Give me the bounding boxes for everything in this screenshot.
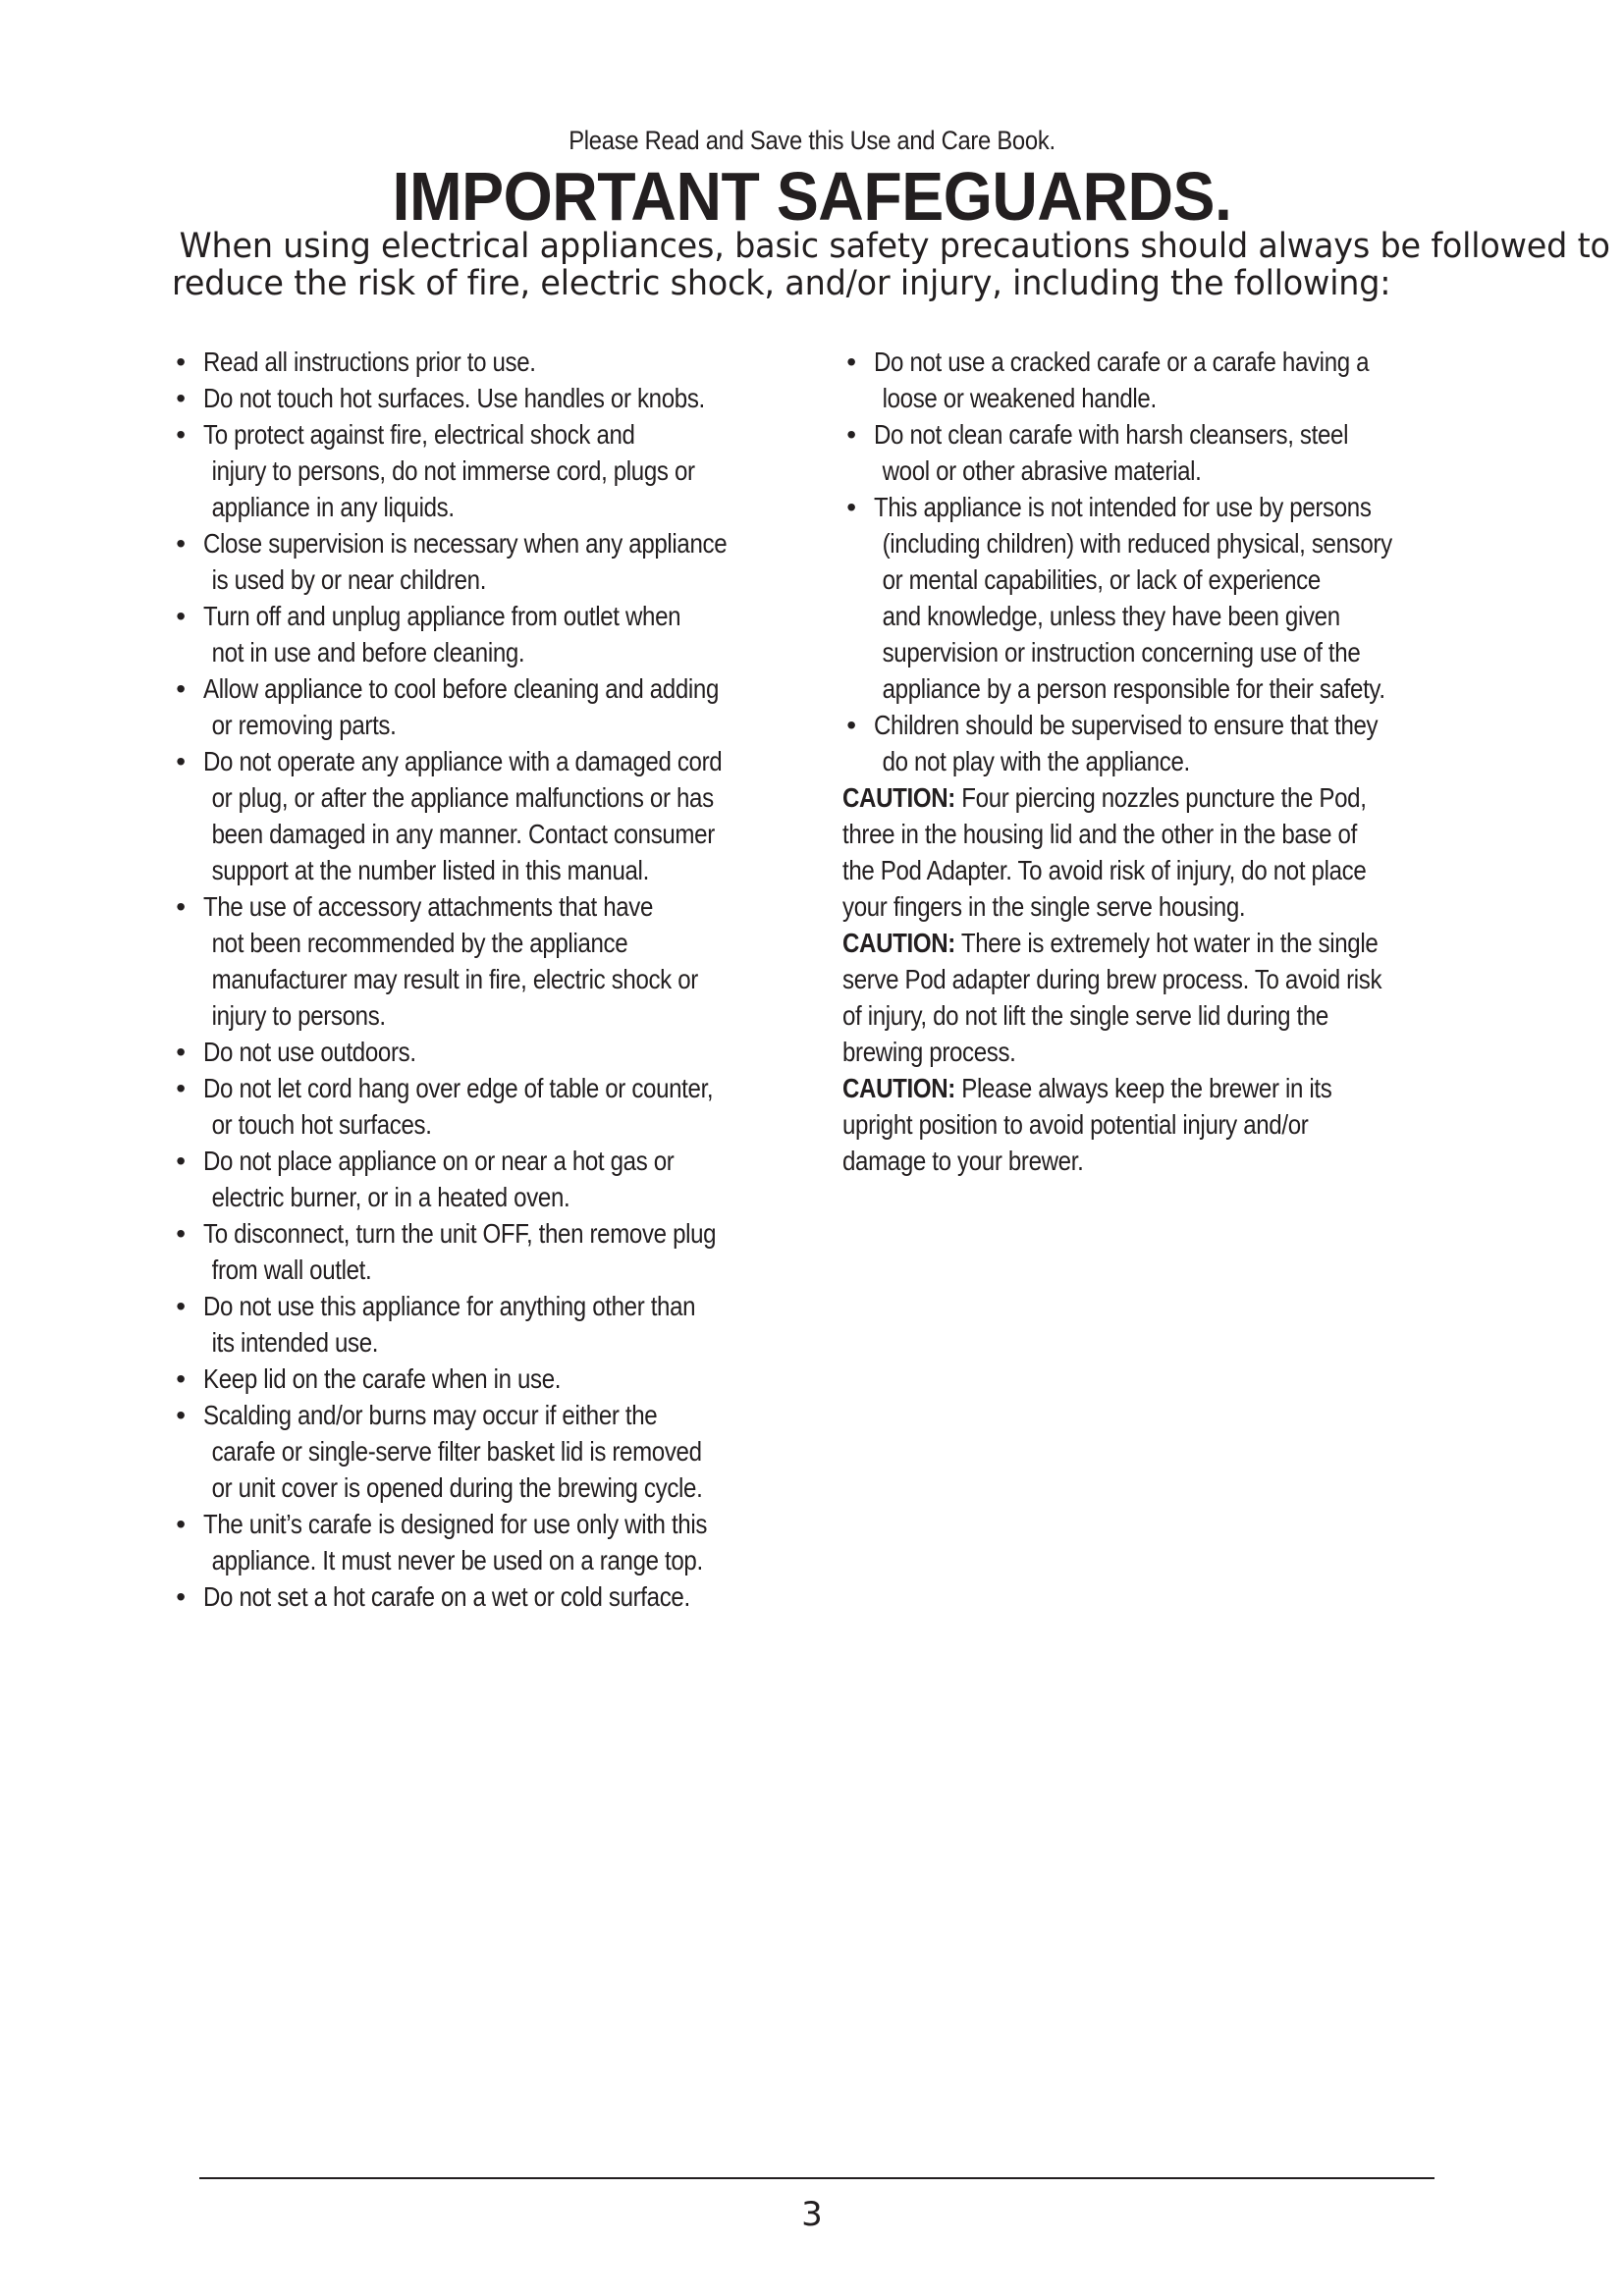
caution-text: Please always keep the brewer in its bbox=[954, 1073, 1332, 1103]
safeguard-item bbox=[842, 489, 1481, 707]
safeguard-text-line: Children should be supervised to ensure that they bbox=[874, 710, 1379, 740]
caution-text: Four piercing nozzles puncture the Pod, bbox=[954, 782, 1367, 813]
bullet-dot: • bbox=[176, 1291, 186, 1321]
bullet-dot: • bbox=[176, 1218, 186, 1249]
safeguard-item bbox=[172, 1143, 800, 1215]
safeguard-text-line: Do not use a cracked carafe or a carafe having a bbox=[874, 347, 1370, 377]
safeguard-text-line: Close supervision is necessary when any appliance bbox=[203, 528, 728, 559]
caution-label: CAUTION: bbox=[842, 1073, 955, 1103]
safeguard-text-line: To protect against fire, electrical shock and bbox=[203, 419, 635, 450]
safeguard-text-line: Turn off and unplug appliance from outlet when bbox=[203, 601, 681, 631]
caution-text-line: damage to your brewer. bbox=[842, 1146, 1084, 1176]
bullet-dot: • bbox=[176, 347, 186, 377]
safeguard-item bbox=[172, 1034, 800, 1070]
bullet-dot: • bbox=[176, 383, 186, 413]
left-safeguard-list bbox=[172, 344, 800, 1615]
caution-label: CAUTION: bbox=[842, 928, 955, 958]
safeguard-item bbox=[842, 344, 1481, 416]
safeguard-item bbox=[172, 888, 800, 1034]
safeguard-item bbox=[172, 670, 800, 743]
caution-block bbox=[842, 779, 1481, 1179]
safeguard-text-line: Do not operate any appliance with a damaged cord bbox=[203, 746, 723, 776]
safeguard-text-line: supervision or instruction concerning use of the bbox=[882, 637, 1361, 667]
safeguard-item bbox=[172, 1361, 800, 1397]
bullet-dot: • bbox=[176, 601, 186, 631]
bullet-dot: • bbox=[176, 1400, 186, 1430]
safeguard-text-line: Do not set a hot carafe on a wet or cold surface. bbox=[203, 1581, 690, 1612]
safeguard-text-line: To disconnect, turn the unit OFF, then remove plug bbox=[203, 1218, 717, 1249]
safeguard-item bbox=[172, 1397, 800, 1506]
caution-paragraph bbox=[842, 925, 1481, 1070]
safeguard-text-line: Do not use outdoors. bbox=[203, 1037, 416, 1067]
safeguard-item bbox=[172, 1215, 800, 1288]
caution-text-line: serve Pod adapter during brew process. To avoid risk bbox=[842, 964, 1382, 994]
bullet-dot: • bbox=[176, 1509, 186, 1539]
safeguard-text-line: or touch hot surfaces. bbox=[211, 1109, 432, 1140]
safeguard-text-line: Do not let cord hang over edge of table or counter, bbox=[203, 1073, 714, 1103]
safeguard-text-line: Read all instructions prior to use. bbox=[203, 347, 536, 377]
safeguard-text-line: not been recommended by the appliance bbox=[211, 928, 628, 958]
safeguard-text-line: electric burner, or in a heated oven. bbox=[211, 1182, 570, 1212]
caution-text-line: of injury, do not lift the single serve lid during the bbox=[842, 1000, 1328, 1031]
caution-text-line: brewing process. bbox=[842, 1037, 1016, 1067]
safeguard-text-line: support at the number listed in this manual. bbox=[211, 855, 649, 885]
safeguard-text-line: loose or weakened handle. bbox=[882, 383, 1157, 413]
caution-paragraph bbox=[842, 1070, 1481, 1179]
bullet-dot: • bbox=[176, 1073, 186, 1103]
safeguard-text-line: appliance in any liquids. bbox=[211, 492, 455, 522]
caution-paragraph bbox=[842, 779, 1481, 925]
bullet-dot: • bbox=[846, 419, 856, 450]
safeguard-text-line: carafe or single-serve filter basket lid is removed bbox=[211, 1436, 702, 1467]
safeguard-item bbox=[172, 1578, 800, 1615]
bullet-dot: • bbox=[176, 1146, 186, 1176]
safeguard-text-line: Scalding and/or burns may occur if either the bbox=[203, 1400, 658, 1430]
caution-first-line bbox=[842, 1070, 1391, 1106]
caution-label: CAUTION: bbox=[842, 782, 955, 813]
caution-text-line: three in the housing lid and the other in the base of bbox=[842, 819, 1357, 849]
safeguard-text-line: injury to persons, do not immerse cord, plugs or bbox=[211, 455, 695, 486]
page-title: IMPORTANT SAFEGUARDS. bbox=[392, 158, 1232, 235]
safeguard-item bbox=[172, 598, 800, 670]
safeguard-text-line: The unit’s carafe is designed for use only with this bbox=[203, 1509, 708, 1539]
safeguard-text-line: Do not clean carafe with harsh cleansers, steel bbox=[874, 419, 1349, 450]
bullet-dot: • bbox=[846, 347, 856, 377]
safeguard-item bbox=[842, 707, 1481, 779]
safeguard-text-line: appliance by a person responsible for their safety. bbox=[882, 673, 1385, 704]
safeguard-text-line: manufacturer may result in fire, electric shock or bbox=[211, 964, 698, 994]
page-number: 3 bbox=[801, 2195, 823, 2234]
intro-line-1: When using electrical appliances, basic safety precautions should always be followed to bbox=[179, 227, 1610, 266]
bullet-dot: • bbox=[176, 673, 186, 704]
intro-paragraph bbox=[172, 227, 1610, 303]
safeguard-text-line: Keep lid on the carafe when in use. bbox=[203, 1363, 562, 1394]
safeguard-text-line: or unit cover is opened during the brewing cycle. bbox=[211, 1472, 703, 1503]
bullet-dot: • bbox=[176, 528, 186, 559]
safeguard-text-line: or removing parts. bbox=[211, 710, 397, 740]
safeguard-text-line: Do not place appliance on or near a hot gas or bbox=[203, 1146, 675, 1176]
read-and-save-note: Please Read and Save this Use and Care Book. bbox=[568, 126, 1056, 155]
caution-first-line bbox=[842, 925, 1391, 961]
safeguard-text-line: Do not touch hot surfaces. Use handles or knobs. bbox=[203, 383, 705, 413]
bullet-dot: • bbox=[176, 419, 186, 450]
caution-text-line: upright position to avoid potential injury and/or bbox=[842, 1109, 1309, 1140]
safeguard-text-line: not in use and before cleaning. bbox=[211, 637, 525, 667]
caution-text-line: your fingers in the single serve housing. bbox=[842, 891, 1246, 922]
safeguard-item bbox=[172, 416, 800, 525]
safeguard-item bbox=[842, 416, 1481, 489]
safeguard-item bbox=[172, 380, 800, 416]
safeguard-text-line: its intended use. bbox=[211, 1327, 379, 1358]
safeguard-text-line: or plug, or after the appliance malfunctions or has bbox=[211, 782, 714, 813]
safeguard-item bbox=[172, 525, 800, 598]
safeguard-item bbox=[172, 1070, 800, 1143]
caution-text-line: the Pod Adapter. To avoid risk of injury, do not place bbox=[842, 855, 1367, 885]
bullet-dot: • bbox=[176, 1037, 186, 1067]
safeguard-text-line: This appliance is not intended for use by persons bbox=[874, 492, 1372, 522]
safeguard-text-line: wool or other abrasive material. bbox=[882, 455, 1202, 486]
bullet-dot: • bbox=[176, 1581, 186, 1612]
safeguard-item bbox=[172, 743, 800, 888]
footer-divider bbox=[199, 2177, 1435, 2179]
safeguard-text-line: been damaged in any manner. Contact consumer bbox=[211, 819, 715, 849]
safeguard-text-line: Allow appliance to cool before cleaning and adding bbox=[203, 673, 719, 704]
safeguard-text-line: do not play with the appliance. bbox=[882, 746, 1190, 776]
bullet-dot: • bbox=[176, 891, 186, 922]
caution-first-line bbox=[842, 779, 1391, 816]
caution-text: There is extremely hot water in the single bbox=[954, 928, 1379, 958]
safeguard-text-line: (including children) with reduced physical, sensory bbox=[882, 528, 1392, 559]
safeguard-item bbox=[172, 1506, 800, 1578]
right-safeguard-list bbox=[842, 344, 1481, 779]
safeguard-text-line: is used by or near children. bbox=[211, 564, 487, 595]
right-column bbox=[842, 344, 1481, 1179]
bullet-dot: • bbox=[176, 1363, 186, 1394]
bullet-dot: • bbox=[846, 492, 856, 522]
intro-line-2: reduce the risk of fire, electric shock, and/or injury, including the following: bbox=[172, 264, 1391, 303]
safeguard-text-line: from wall outlet. bbox=[211, 1255, 372, 1285]
bullet-dot: • bbox=[176, 746, 186, 776]
safeguard-item bbox=[172, 1288, 800, 1361]
safeguard-text-line: Do not use this appliance for anything other than bbox=[203, 1291, 696, 1321]
left-column bbox=[172, 344, 800, 1615]
safeguard-text-line: and knowledge, unless they have been given bbox=[882, 601, 1340, 631]
safeguard-item bbox=[172, 344, 800, 380]
bullet-dot: • bbox=[846, 710, 856, 740]
safeguard-text-line: appliance. It must never be used on a range top. bbox=[211, 1545, 703, 1575]
safeguard-text-line: or mental capabilities, or lack of experience bbox=[882, 564, 1321, 595]
safeguard-text-line: The use of accessory attachments that have bbox=[203, 891, 654, 922]
safeguard-text-line: injury to persons. bbox=[211, 1000, 386, 1031]
